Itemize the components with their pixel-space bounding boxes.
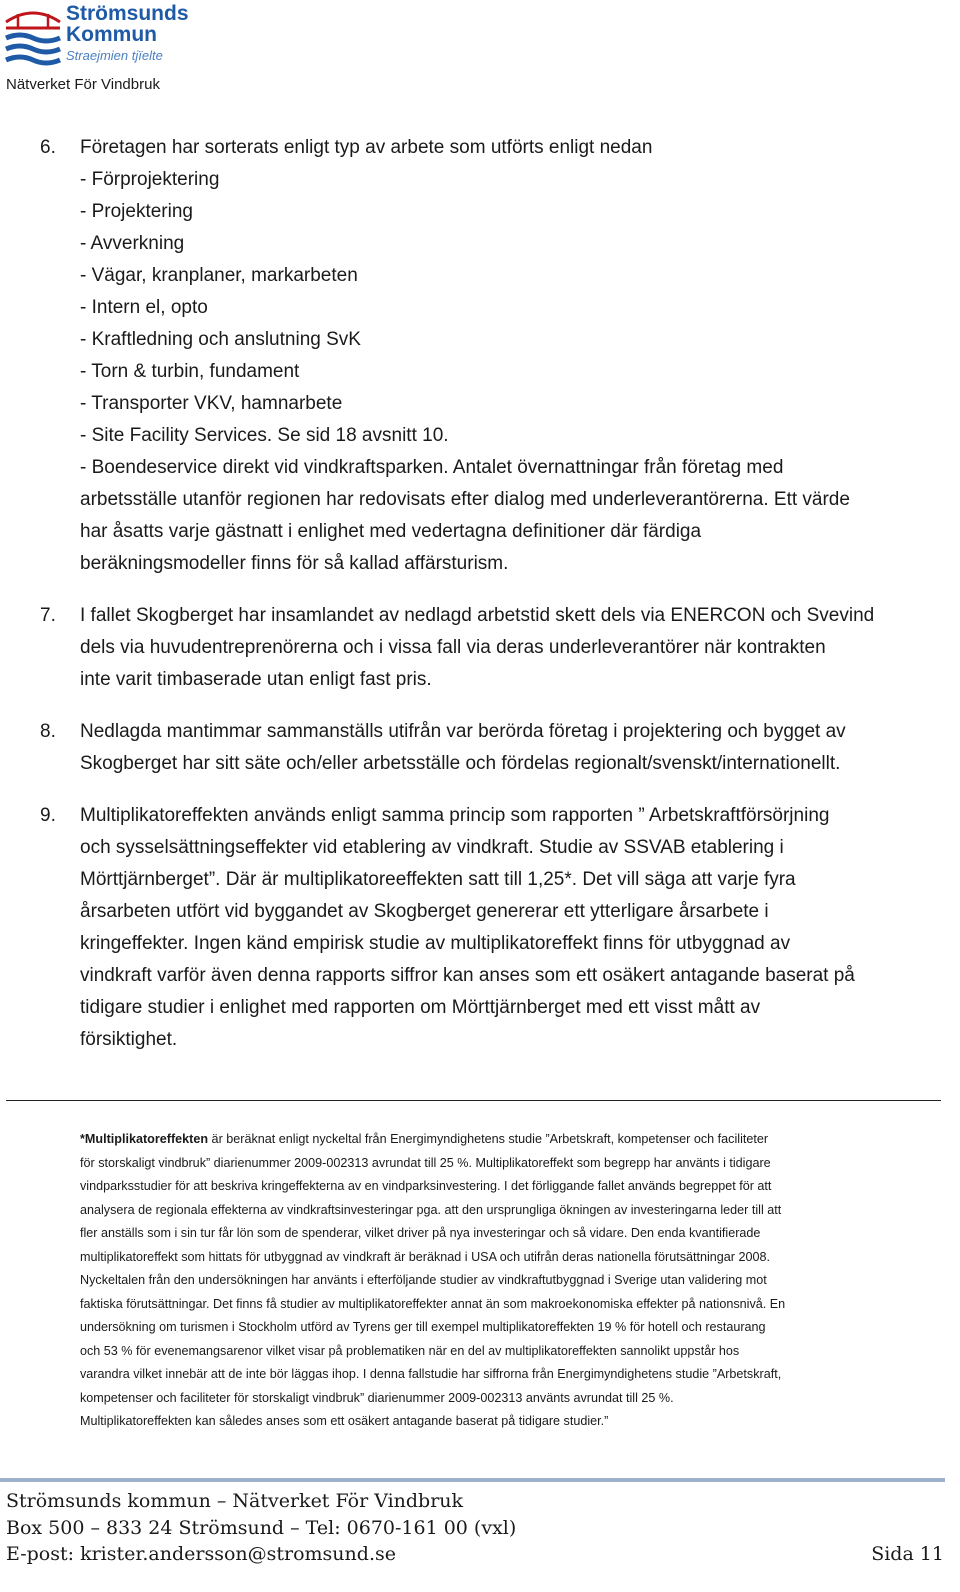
item-line: har åsatts varje gästnatt i enlighet med vedertagna definitioner där färdiga: [80, 521, 702, 542]
footnote-line: och 53 % för evenemangsarenor vilket visar på problematiken när en del av multiplikatoreffekten sannolikt uppstår hos: [80, 1343, 740, 1358]
item-line: dels via huvudentreprenörerna och i vissa fall via deras underleverantörer när kontrakten: [80, 637, 826, 658]
item-number: 9.: [40, 805, 56, 826]
item-line: - Intern el, opto: [80, 297, 208, 318]
item-number: 8.: [40, 721, 56, 742]
item-line: och sysselsättningseffekter vid etablering av vindkraft. Studie av SSVAB etablering i: [80, 837, 784, 858]
item-body: [80, 600, 945, 696]
item-line: arbetsställe utanför regionen har redovisats efter dialog med underleverantörerna. Ett värde: [80, 489, 850, 510]
footnote-line: undersökning om turismen i Stockholm utförd av Tyrens ger till exempel multiplikatoreffekten 19 % för hotell och restaurang: [80, 1320, 766, 1334]
item-line: beräkningsmodeller finns för så kallad affärsturism.: [80, 553, 509, 574]
footnote-line: [80, 1128, 946, 1152]
footnote-term: *Multiplikatoreffekten: [80, 1132, 209, 1146]
footnote-line: fler anställs som i sin tur får lön som de spenderar, vilket driver på nya investeringar och så vidare. Den enda kvantifierade: [80, 1226, 761, 1240]
footnote-line: varandra vilket innebär att de inte bör läggas ihop. I denna fallstudie har siffrorna från Energimyndighetens studie ”Arbetskraft,: [80, 1367, 782, 1381]
item-line: - Förprojektering: [80, 169, 220, 190]
item-line: kringeffekter. Ingen känd empirisk studie av multiplikatoreffekt finns för utbyggnad av: [80, 933, 791, 954]
org-name-line-3: Straejmien tjïelte: [66, 48, 163, 63]
header-subtitle: Nätverket För Vindbruk: [6, 76, 160, 93]
list-item-9: [40, 800, 945, 1056]
footnote-line: Multiplikatoreffekten kan således anses som ett osäkert antagande baserat på tidigare studier.”: [80, 1414, 609, 1428]
footer-email-line: E-post: krister.andersson@stromsund.se: [6, 1543, 396, 1565]
item-line: Mörttjärnberget”. Där är multiplikatoreeffekten satt till 1,25*. Det vill säga att varje fyra: [80, 869, 796, 890]
item-line: Skogberget har sitt säte och/eller arbetsställe och fördelas regionalt/svenskt/internationellt.: [80, 753, 841, 774]
footnote-line: faktiska förutsättningar. Det finns få studier av multiplikatoreffekter annat än som makroekonomiska effekter på nationsnivå. En: [80, 1296, 786, 1311]
list-item-8: [40, 716, 945, 780]
item-line: I fallet Skogberget har insamlandet av nedlagd arbetstid skett dels via ENERCON och Svevind: [80, 605, 875, 626]
item-line: inte varit timbaserade utan enligt fast pris.: [80, 669, 432, 690]
list-item-7: [40, 600, 945, 696]
footer-divider: [0, 1478, 945, 1482]
org-name-line-1: Strömsunds: [66, 2, 189, 25]
item-line: Företagen har sorterats enligt typ av arbete som utförts enligt nedan: [80, 137, 653, 158]
item-body: [80, 716, 945, 780]
item-line: - Boendeservice direkt vid vindkraftsparken. Antalet övernattningar från företag med: [80, 457, 784, 478]
footnote-line: vindparksstudier för att beskriva kringeffekterna av en vindparksinvestering. I det förliggande fallet används begreppet för att: [80, 1179, 772, 1193]
footer-org-line: Strömsunds kommun – Nätverket För Vindbruk: [6, 1490, 464, 1512]
item-line: - Torn & turbin, fundament: [80, 361, 300, 382]
footnote-line: multiplikatoreffekt som hittats för utbyggnad av vindkraft är beräknad i USA och utifrån deras nationella förutsättningar 2008.: [80, 1249, 771, 1264]
item-body: [80, 132, 945, 580]
item-line: Multiplikatoreffekten används enligt samma princip som rapporten ” Arbetskraftförsörjning: [80, 805, 830, 826]
item-line: - Site Facility Services. Se sid 18 avsnitt 10.: [80, 425, 449, 446]
bridge-waves-logo-icon: [4, 2, 62, 68]
item-line: - Vägar, kranplaner, markarbeten: [80, 265, 358, 286]
item-body: [80, 800, 945, 1056]
footnote-line: Nyckeltalen från den undersökningen har använts i efterföljande studier av vindkraftutbyggnad i Sverige utan validering mot: [80, 1273, 767, 1287]
footnote-line-rest: är beräknat enligt nyckeltal från Energimyndighetens studie ”Arbetskraft, kompetenser och faciliteter: [208, 1132, 769, 1146]
item-line: försiktighet.: [80, 1029, 178, 1050]
item-line: - Projektering: [80, 201, 193, 222]
item-line: - Kraftledning och anslutning SvK: [80, 329, 361, 350]
list-item-6: [40, 132, 945, 580]
item-number: 7.: [40, 605, 56, 626]
item-line: årsarbeten utfört vid byggandet av Skogberget genererar ett ytterligare årsarbete i: [80, 901, 769, 922]
org-name-line-2: Kommun: [66, 23, 157, 46]
page-number: Sida 11: [871, 1543, 944, 1565]
page-footer: [6, 1488, 944, 1568]
item-line: Nedlagda mantimmar sammanställs utifrån var berörda företag i projektering och bygget av: [80, 721, 846, 742]
footnote-line: för storskaligt vindbruk” diarienummer 2009-002313 avrundat till 25 %. Multiplikatoreffekt som begrepp har använts i tidigare: [80, 1155, 771, 1170]
footnote: [80, 1128, 946, 1434]
item-line: vindkraft varför även denna rapports siffror kan anses som ett osäkert antagande baserat på: [80, 965, 855, 986]
footnote-line: kompetenser och faciliteter för storskaligt vindbruk” diarienummer 2009-002313 använts avrundat till 25 %.: [80, 1390, 674, 1405]
item-line: - Avverkning: [80, 233, 185, 254]
item-number: 6.: [40, 137, 56, 158]
footnote-divider: [6, 1100, 941, 1101]
item-line: - Transporter VKV, hamnarbete: [80, 393, 343, 414]
footer-address-line: Box 500 – 833 24 Strömsund – Tel: 0670-161 00 (vxl): [6, 1516, 517, 1539]
item-line: tidigare studier i enlighet med rapporten om Mörttjärnberget med ett visst mått av: [80, 997, 761, 1018]
footnote-line: analysera de regionala effekterna av vindkraftsinvesteringar pga. att den ursprungliga ökningen av investeringarna leder till att: [80, 1202, 782, 1217]
header-logo: [0, 0, 189, 74]
